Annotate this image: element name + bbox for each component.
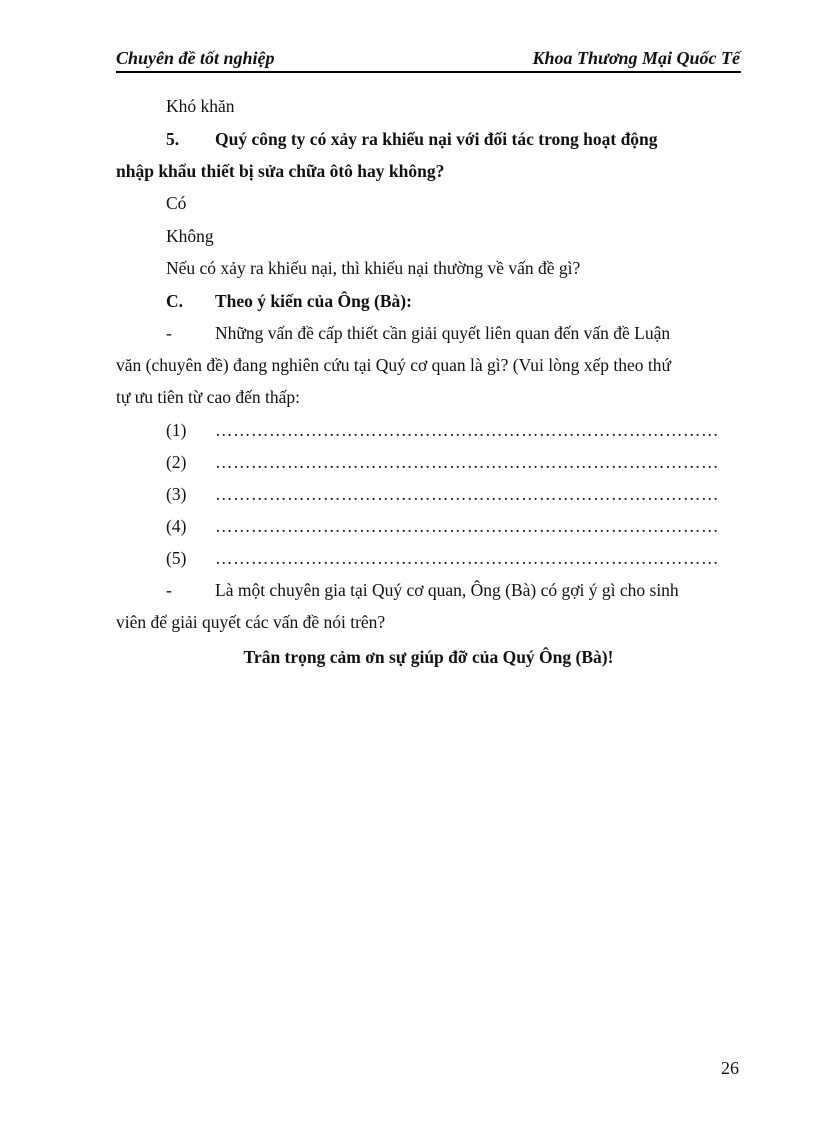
section-c-letter: C.	[166, 291, 184, 311]
question-5-text-line1: Quý công ty có xảy ra khiếu nại với đối tác trong hoạt động	[215, 129, 658, 149]
list-item-dots: …………………………………………………………………………	[215, 420, 719, 440]
list-item-dots: …………………………………………………………………………	[215, 484, 719, 504]
question-5-number: 5.	[166, 129, 180, 149]
list-item-dots: …………………………………………………………………………	[215, 516, 719, 536]
bullet-1-line3: tự ưu tiên từ cao đến thấp:	[116, 387, 300, 407]
bullet-1-dash: -	[166, 323, 172, 343]
section-c-title: Theo ý kiến của Ông (Bà):	[215, 291, 412, 311]
header-rule	[116, 71, 741, 73]
header-left-title: Chuyên đề tốt nghiệp	[116, 48, 275, 68]
list-item-label: (2)	[166, 452, 187, 472]
bullet-1-line1: Những vấn đề cấp thiết cần giải quyết liên quan đến vấn đề Luận	[215, 323, 671, 343]
question-5-text-line2: nhập khẩu thiết bị sửa chữa ôtô hay không?	[116, 161, 445, 181]
list-item-label: (5)	[166, 548, 187, 568]
header-right-title: Khoa Thương Mại Quốc Tế	[532, 48, 740, 68]
bullet-1-line2: văn (chuyên đề) đang nghiên cứu tại Quý cơ quan là gì? (Vui lòng xếp theo thứ	[116, 355, 671, 375]
list-item-label: (4)	[166, 516, 187, 536]
bullet-2-line2: viên để giải quyết các vấn đề nói trên?	[116, 612, 386, 632]
line-kho-khan: Khó khăn	[166, 96, 235, 116]
bullet-2-dash: -	[166, 580, 172, 600]
page-number: 26	[721, 1058, 739, 1078]
closing-thanks: Trân trọng cảm ơn sự giúp đỡ của Quý Ông (Bà)!	[243, 647, 614, 667]
list-item-dots: …………………………………………………………………………	[215, 548, 719, 568]
followup-question: Nếu có xảy ra khiếu nại, thì khiếu nại thường về vấn đề gì?	[166, 258, 581, 278]
option-khong: Không	[166, 226, 214, 246]
bullet-2-line1: Là một chuyên gia tại Quý cơ quan, Ông (Bà) có gợi ý gì cho sinh	[215, 580, 679, 600]
list-item-label: (1)	[166, 420, 187, 440]
list-item-dots: …………………………………………………………………………	[215, 452, 719, 472]
option-co: Có	[166, 193, 187, 213]
list-item-label: (3)	[166, 484, 187, 504]
